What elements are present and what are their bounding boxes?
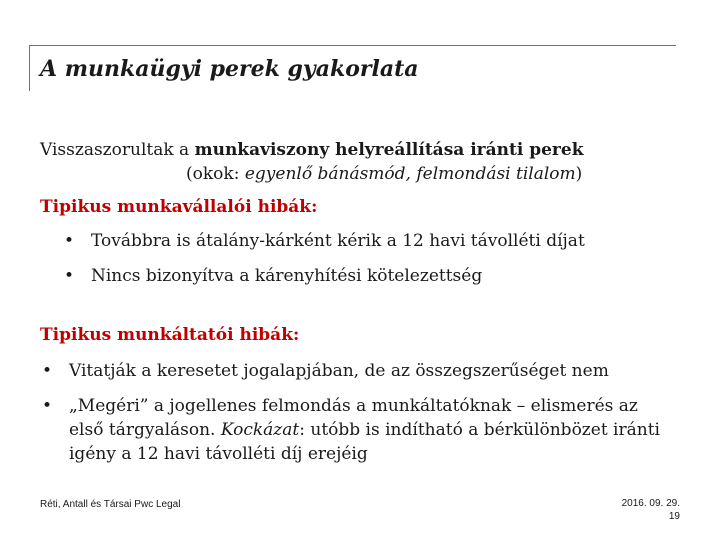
intro-reasons [186,162,582,186]
employer-bullet-2-line-2 [69,418,660,442]
intro-prefix: Visszaszorultak a [40,140,195,160]
bullet-marker: • [42,396,53,416]
intro-reasons-close: ) [575,164,583,184]
employee-bullet-2: Nincs bizonyítva a kárenyhítési kötelezettség [91,266,483,286]
title-frame-top-rule [29,45,676,46]
bullet-marker: • [42,361,53,381]
employer-heading: Tipikus munkáltatói hibák: [40,325,300,345]
employer-bullet-2-line-1: „Megéri” a jogellenes felmondás a munkáltatóknak – elismerés az [69,396,638,416]
intro-reasons-open: (okok: [186,164,245,184]
footer-company: Réti, Antall és Társai Pwc Legal [40,499,181,510]
employer-bullet-1: Vitatják a keresetet jogalapjában, de az összegszerűséget nem [69,361,609,381]
line-2-prefix: első tárgyaláson. [69,420,221,440]
footer-date: 2016. 09. 29. [621,498,680,509]
employee-bullet-1: Továbbra is átalány-kárként kérik a 12 havi távolléti díjat [91,231,585,251]
intro-reasons-italic: egyenlő bánásmód, felmondási tilalom [244,164,576,184]
employee-heading: Tipikus munkavállalói hibák: [40,197,318,217]
line-2-suffix: : utóbb is indítható a bérkülönbözet iránti [299,420,660,440]
slide-title: A munkaügyi perek gyakorlata [40,56,419,82]
bullet-marker: • [64,231,75,251]
footer-meta [622,497,680,523]
title-frame-left-rule [29,45,30,91]
intro-bold-topic: munkaviszony helyreállítása iránti perek [194,140,584,160]
page-number: 19 [668,511,680,522]
employer-bullet-2-line-3: igény a 12 havi távolléti díj erejéig [69,444,368,464]
bullet-marker: • [64,266,75,286]
intro-line [40,138,583,162]
risk-word: Kockázat [220,420,300,440]
